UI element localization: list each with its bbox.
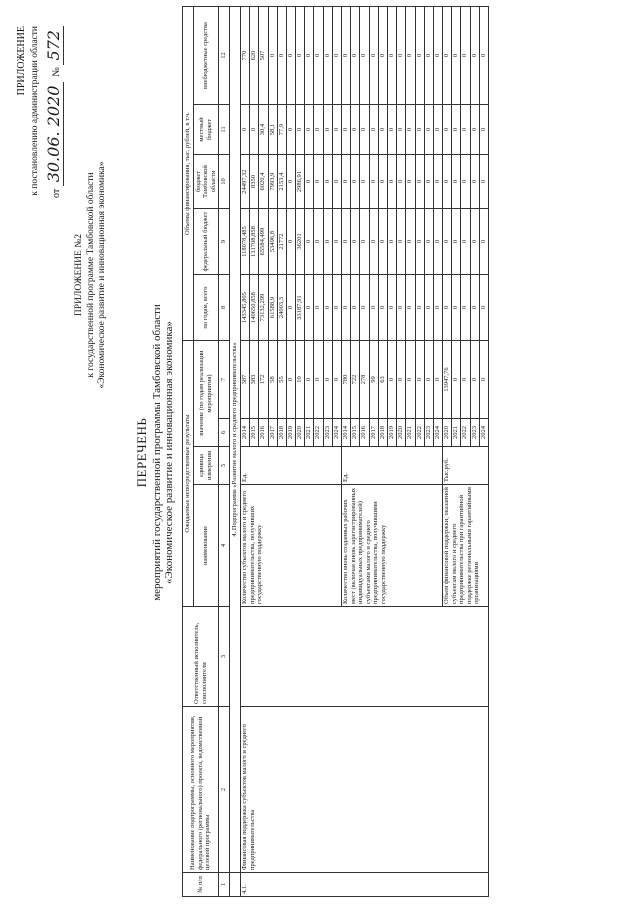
finance-extra: 0 [378,7,387,105]
finance-regional: 0 [433,155,442,209]
result-value: 13947,76 [443,341,452,419]
finance-federal: 0 [305,209,314,275]
finance-extra: 0 [415,7,424,105]
finance-federal: 0 [342,209,351,275]
result-value: 58 [268,341,277,419]
result-year: 2014 [342,419,351,447]
finance-federal: 118078,485 [240,209,249,275]
finance-local: 0 [369,105,378,155]
finance-regional: 0 [314,155,323,209]
finance-local: 0 [296,105,305,155]
appendix2-to: к государственной программе Тамбовской области [86,172,96,378]
index-cell: 9 [219,209,230,275]
finance-regional: 0 [286,155,295,209]
table-body [240,7,488,897]
result-value: 0 [470,341,479,419]
result-value: 722 [351,341,360,419]
finance-total: 0 [378,275,387,341]
result-year: 2017 [369,419,378,447]
result-value: 0 [433,341,442,419]
result-value: 0 [314,341,323,419]
finance-total: 0 [351,275,360,341]
result-value: 99 [369,341,378,419]
result-year: 2023 [470,419,479,447]
number-label: № [51,67,62,77]
finance-federal: 0 [314,209,323,275]
document-title: ПЕРЕЧЕНЬ [134,417,149,488]
index-cell: 10 [219,155,230,209]
finance-extra: 0 [351,7,360,105]
subprogram-title: 4. Подпрограмма «Развитие малого и среднего предпринимательства» [230,7,241,873]
finance-regional: 0 [397,155,406,209]
appendix2-program: «Экономическое развитие и инновационная экономика» [97,161,107,389]
finance-local: 0 [433,105,442,155]
result-value: 0 [332,341,341,419]
result-year: 2018 [277,419,286,447]
appendix-title: ПРИЛОЖЕНИЕ [16,26,27,96]
index-cell: 4 [219,485,230,607]
finance-federal: 0 [461,209,470,275]
finance-local: 0 [415,105,424,155]
result-year: 2019 [387,419,396,447]
finance-total: 0 [305,275,314,341]
result-year: 2021 [452,419,461,447]
item-number: 4.1. [240,873,488,897]
finance-federal: 21772 [277,209,286,275]
finance-federal: 0 [369,209,378,275]
col-fin-federal: федеральный бюджет [193,209,219,275]
finance-regional: 0 [415,155,424,209]
finance-total: 0 [387,275,396,341]
finance-extra: 0 [268,7,277,105]
result-name: Количество вновь созданных рабочих мест (включая вновь зарегистрированных индивидуальных предпринимателей) субъектами малого и среднего предпринимательства, получившими государственную поддержку [342,485,443,607]
index-cell: 12 [219,7,230,105]
finance-total: 0 [479,275,488,341]
finance-extra: 507 [259,7,268,105]
finance-federal: 36201 [296,209,305,275]
finance-federal: 0 [470,209,479,275]
finance-federal: 0 [351,209,360,275]
col-res-name: наименование [193,485,219,607]
result-value: 780 [342,341,351,419]
finance-local: 0 [424,105,433,155]
finance-federal: 0 [397,209,406,275]
finance-local: 0 [305,105,314,155]
finance-total: 0 [369,275,378,341]
finance-regional: 0 [424,155,433,209]
finance-total: 0 [461,275,470,341]
finance-extra: 0 [342,7,351,105]
col-finance: Объемы финансирования, тыс. рублей, в т.ч. [183,7,194,341]
result-year: 2021 [305,419,314,447]
result-value: 0 [415,341,424,419]
finance-federal: 0 [286,209,295,275]
finance-total: 0 [433,275,442,341]
finance-total: 140650,858 [250,275,259,341]
result-year: 2014 [240,419,249,447]
finance-regional: 24497,32 [240,155,249,209]
finance-federal: 0 [452,209,461,275]
finance-federal: 0 [443,209,452,275]
finance-local: 0 [323,105,332,155]
finance-extra: 0 [360,7,369,105]
result-year: 2020 [296,419,305,447]
index-cell: 8 [219,275,230,341]
finance-regional: 0 [406,155,415,209]
finance-total: 73132,299 [259,275,268,341]
finance-federal: 0 [360,209,369,275]
finance-federal: 0 [332,209,341,275]
finance-regional: 0 [305,155,314,209]
finance-total: 0 [314,275,323,341]
finance-extra: 0 [314,7,323,105]
finance-extra: 0 [323,7,332,105]
result-year: 2022 [415,419,424,447]
finance-total: 0 [397,275,406,341]
finance-regional: 2153,4 [277,155,286,209]
finance-regional: 0 [360,155,369,209]
finance-extra: 770 [240,7,249,105]
finance-regional: 0 [378,155,387,209]
finance-total: 0 [470,275,479,341]
finance-regional: 0 [332,155,341,209]
index-cell: 3 [219,607,230,707]
finance-extra: 0 [387,7,396,105]
finance-total: 61588,9 [268,275,277,341]
item-executor [240,607,488,707]
finance-federal: 53496,8 [268,209,277,275]
finance-regional: 0 [443,155,452,209]
finance-total: 24003,3 [277,275,286,341]
finance-local: 0 [286,105,295,155]
finance-local: 30,4 [259,105,268,155]
finance-total: 0 [286,275,295,341]
finance-extra: 0 [277,7,286,105]
finance-regional: 6020,4 [259,155,268,209]
index-cell: 5 [219,447,230,485]
finance-total: 0 [323,275,332,341]
document-subtitle: мероприятий государственной программы Тамбовской области [151,304,163,601]
index-cell: 11 [219,105,230,155]
col-res-unit: единица измерения [193,447,219,485]
result-year: 2019 [286,419,295,447]
finance-local: 0 [452,105,461,155]
result-value: 0 [387,341,396,419]
result-value: 0 [424,341,433,419]
col-executor: Ответственный исполнитель, соисполнители [183,607,219,707]
finance-extra: 0 [452,7,461,105]
finance-extra: 0 [443,7,452,105]
finance-local: 0 [360,105,369,155]
finance-local: 0 [250,105,259,155]
finance-total: 0 [332,275,341,341]
finance-total: 0 [406,275,415,341]
finance-federal: 0 [387,209,396,275]
finance-local: 0 [397,105,406,155]
finance-local: 0 [378,105,387,155]
result-name: Количество субъектов малого и среднего предпринимательства, получивших государственную поддержку [240,485,341,607]
finance-regional: 0 [369,155,378,209]
result-year: 2016 [360,419,369,447]
result-year: 2021 [406,419,415,447]
finance-regional: 8350 [250,155,259,209]
finance-extra: 0 [479,7,488,105]
finance-total: 33187,91 [296,275,305,341]
finance-federal: 0 [378,209,387,275]
finance-federal: 131708,858 [250,209,259,275]
decree-reference: к постановлению администрации области [30,26,40,196]
result-unit: Ед. [240,447,341,485]
result-value: 383 [250,341,259,419]
finance-local: 0 [387,105,396,155]
result-value: 0 [479,341,488,419]
col-no: № п/п [183,873,219,897]
decree-date: 30.06. 2020 [44,82,64,187]
result-value: 0 [452,341,461,419]
finance-federal: 0 [424,209,433,275]
result-value: 387 [240,341,249,419]
finance-federal: 0 [406,209,415,275]
result-year: 2022 [461,419,470,447]
finance-federal: 65584,499 [259,209,268,275]
finance-extra: 0 [305,7,314,105]
result-year: 2024 [332,419,341,447]
finance-local: 0 [332,105,341,155]
index-cell: 6 [219,419,230,447]
result-value: 0 [461,341,470,419]
result-value: 55 [277,341,286,419]
table-row [240,7,249,897]
finance-local: 0 [240,105,249,155]
result-value: 0 [323,341,332,419]
finance-extra: 0 [470,7,479,105]
finance-regional: 0 [342,155,351,209]
result-value: 278 [360,341,369,419]
finance-total: 0 [424,275,433,341]
finance-federal: 0 [323,209,332,275]
finance-regional: 0 [351,155,360,209]
index-cell: 7 [219,341,230,419]
result-name: Объем финансовой поддержки, оказанной субъектам малого и среднего предпринимательства при гарантийной поддержке региональными гарантийными организациями [443,485,489,607]
result-value: 10 [296,341,305,419]
result-value: 172 [259,341,268,419]
result-year: 2023 [323,419,332,447]
index-cell: 1 [219,873,230,897]
finance-extra: 0 [433,7,442,105]
finance-local: 0 [479,105,488,155]
finance-extra: 0 [296,7,305,105]
finance-extra: 0 [406,7,415,105]
result-value: 0 [406,341,415,419]
finance-extra: 0 [332,7,341,105]
finance-regional: 0 [452,155,461,209]
finance-extra: 0 [461,7,470,105]
finance-extra: 0 [286,7,295,105]
finance-local: 0 [461,105,470,155]
finance-regional: 0 [323,155,332,209]
result-value: 0 [286,341,295,419]
finance-extra: 0 [369,7,378,105]
result-unit: Ед. [342,447,443,485]
finance-total: 0 [342,275,351,341]
finance-local: 0 [342,105,351,155]
result-value: 0 [305,341,314,419]
from-label: от [51,188,62,199]
result-value: 0 [397,341,406,419]
col-fin-local: местный бюджет [193,105,219,155]
finance-local: 0 [351,105,360,155]
result-year: 2023 [424,419,433,447]
finance-local: 0 [406,105,415,155]
col-name: Наименование подпрограммы, основного мероприятия, федерального (регионального) проекта, ведомственной целевой программы [183,707,219,873]
appendix2-title: ПРИЛОЖЕНИЕ №2 [74,233,84,317]
col-fin-regional: бюджет Тамбовской области [193,155,219,209]
finance-regional: 0 [461,155,470,209]
decree-number: 572 [44,26,64,65]
finance-regional: 7993,9 [268,155,277,209]
result-year: 2015 [250,419,259,447]
finance-regional: 0 [470,155,479,209]
result-year: 2020 [443,419,452,447]
finance-federal: 0 [479,209,488,275]
item-name: Финансовая поддержка субъектов малого и среднего предпринимательства [240,707,488,873]
result-unit: Тыс.руб. [443,447,489,485]
finance-total: 0 [443,275,452,341]
finance-total: 0 [452,275,461,341]
result-year: 2018 [378,419,387,447]
finance-local: 0 [314,105,323,155]
finance-regional: 2986,91 [296,155,305,209]
result-year: 2024 [433,419,442,447]
header-row [183,7,194,897]
finance-local: 0 [443,105,452,155]
document-subtitle-program: «Экономическое развитие и инновационная экономика» [163,321,175,584]
finance-extra: 0 [424,7,433,105]
result-year: 2020 [397,419,406,447]
finance-federal: 0 [415,209,424,275]
finance-total: 0 [360,275,369,341]
measures-table [182,6,489,897]
index-row [219,7,230,897]
result-year: 2016 [259,419,268,447]
finance-extra: 620 [250,7,259,105]
finance-total: 143345,805 [240,275,249,341]
index-cell: 2 [219,707,230,873]
subprogram-row [230,7,241,897]
finance-federal: 0 [433,209,442,275]
col-fin-extra: внебюджетные средства [193,7,219,105]
col-fin-total: по годам, всего [193,275,219,341]
finance-local: 77,9 [277,105,286,155]
finance-extra: 0 [397,7,406,105]
finance-regional: 0 [387,155,396,209]
col-res-value: значение (по годам реализации мероприятия) [193,341,219,447]
col-results: Ожидаемые непосредственные результаты [183,341,194,607]
result-value: 63 [378,341,387,419]
result-year: 2015 [351,419,360,447]
result-year: 2017 [268,419,277,447]
finance-total: 0 [415,275,424,341]
result-year: 2024 [479,419,488,447]
finance-local: 0 [470,105,479,155]
finance-regional: 0 [479,155,488,209]
decree-line [44,26,63,198]
result-year: 2022 [314,419,323,447]
finance-local: 58,1 [268,105,277,155]
